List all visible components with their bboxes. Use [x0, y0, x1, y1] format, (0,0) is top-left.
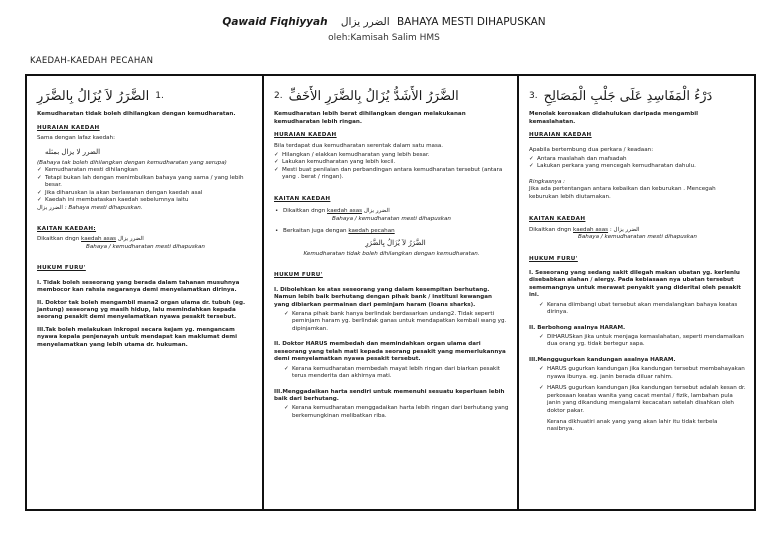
column-3-kaitan-italic: Bahaya / kemudharatan mesti dihapuskan [578, 234, 697, 241]
column-2-bullet2-lead: Berkaitan juga dengan [283, 228, 347, 235]
kaedah-table [25, 74, 756, 511]
column-3-hukum-check: ✓ HARUS gugurkan kandungan jika kandungan tersebut adalah kesan dr. perkosaan keatas wanita yang cacat mental / fizik, lambahan pula janin yang dikandung mengalami kecacatan setelah disahkan oleh doktor pakar. [539, 385, 746, 415]
column-3-intro: Menolak kerosakan didahulukan daripada mengambil kemaslahatan. [529, 111, 699, 125]
column-1-limit-line [37, 205, 254, 212]
column-2-hukum-label: HUKUM FURU' [274, 272, 323, 279]
column-2-bullet2-link: kaedah pecahan [348, 228, 395, 235]
column-1-kaitan-lead: Dikaitkan dngn [37, 236, 80, 243]
column-1-arabic-heading: الضَّرَرُ لاَ يُزَالُ بِالضَّرَرِ [37, 89, 150, 104]
title-prefix: Qawaid Fiqhiyyah [222, 16, 328, 28]
column-3-check-item: ✓ Lakukan perkara yang mencegah kemudharatan dahulu. [529, 163, 746, 170]
column-2-number: 2. [274, 90, 283, 101]
column-3-hukum-item: I. Seseorang yang sedang sakit dilegah makan ubatan yg. kerlenlu disebabkan alahan / alergy. Pada kebiasaan nya ubatan tersebut sememangnya untuk merawat penyakit yang dideritai oleh pesakit ini. [529, 269, 741, 299]
column-3-check-item: ✓ Antara maslahah dan mafsadah [529, 156, 746, 163]
column-3-heading [529, 88, 746, 105]
column-3-kaitan-line: Dikaitkan dngn kaedah asas : الضرر يزال [529, 226, 640, 233]
column-2-hukum-item: II. Doktor HARUS membedah dan memindahkan organ ulama dari seseorang yang telah mati kepada seorang pesakit yang memerlukannya demi menyelamatkan nyawa pesakit tersebut. [274, 341, 506, 363]
column-1-number: 1. [155, 90, 164, 101]
column-1-kaitan-label: KAITAN KAEDAH: [37, 225, 97, 232]
column-3-hukum-note: Kerana dikhuatiri anak yang yang akan lahir itu tidak terbela nasibnya. [547, 418, 718, 433]
column-3-hukum-check: ✓ Kerana diimbangi ubat tersebut akan mendalangkan bahaya keatas dirinya. [539, 302, 746, 317]
column-1-hukum-label: HUKUM FURU' [37, 265, 86, 272]
column-1-check-item: ✓ Jika diharuskan ia akan berlawanan dengan kaedah asal [37, 190, 254, 197]
kaedah-column-1 [27, 76, 264, 509]
column-1-hukum-item: II. Doktor tak boleh mengambil mana2 organ ulama dr. tubuh (eg. jantung) seseorang yg masih hidup, lalu memindahkan kepada seorang pesakit demi menyelamatkan nyawa pesakit tersebut. [37, 299, 246, 321]
column-1-kaitan-line [37, 236, 254, 243]
title-arabic: الضرر يزال [340, 16, 390, 28]
column-2-bullet2-italic: Kemudharatan tidak boleh dihilangkan dengan kemudharatan. [303, 250, 480, 257]
column-3-arabic-heading: دَرْءُ الْمَفَاسِدِ عَلَى جَلْبِ الْمَصَالِحِ [543, 89, 713, 104]
column-1-hukum-item: III.Tak boleh melakukan inkropsi secara kejam yg. mengancam nyawa kepala penjenayah untuk mendapat kan maklumat demi menyelamatkan yang lebih utama dr. hukuman. [37, 326, 237, 348]
column-2-huraian-lead: Bila terdapat dua kemudharatan serentak dalam satu masa. [274, 142, 444, 149]
column-3-huraian-label: HURAIAN KAEDAH [529, 132, 592, 139]
column-1-kaitan-link: kaedah asas [81, 236, 117, 243]
column-1-huraian-label: HURAIAN KAEDAH [37, 124, 100, 131]
column-2-hukum-check: ✓ Kerana kemudharatan menggadaikan harta lebih ringan dari berhutang yang berkemungkinan melibatkan riba. [284, 405, 509, 420]
column-2-check-item: ✓ Lakukan kemudharatan yang lebih kecil. [274, 159, 509, 166]
column-2-bullet1-lead: Dikaitkan dngn [283, 208, 326, 215]
column-1-heading [37, 88, 254, 105]
column-2-arabic-heading: الضَّرَرُ الأَشَدُّ يُزَالُ بِالضَّرَرِ الأَخَفِّ [288, 89, 459, 104]
column-3-hukum-item: II. Berbohong asalnya HARAM. [529, 324, 626, 331]
column-1-intro: Kemudharatan tidak boleh dihilangkan dengan kemudharatan. [37, 111, 236, 118]
column-3-ringkas-label: Ringkasnya : [529, 178, 566, 185]
column-3-hukum-check: ✓ HARUS gugurkan kandungan jika kandungan tersebut membahayakan nyawa ibunya. eg. janin berada diluar rahim. [539, 366, 746, 381]
kaedah-column-3 [519, 76, 754, 509]
column-1-kaitan-italic: Bahaya / kemudharatan mesti dihapuskan [86, 243, 205, 250]
column-1-huraian-italic: (Bahaya tak boleh dihilangkan dengan kemudharatan yang serupa) [37, 159, 227, 166]
column-3-ringkas-text: Jika ada pertentangan antara kebaikan dan keburukan . Mencegah keburukan lebih diutamakan. [529, 186, 716, 200]
column-2-check-item: ✓ Hilangkan / elakkan kemudharatan yang lebih besar. [274, 152, 509, 159]
column-3-number: 3. [529, 90, 538, 101]
column-2-heading [274, 88, 509, 105]
column-2-kaitan-bullet [274, 208, 509, 215]
column-2-hukum-item: III.Menggadaikan harta sendiri untuk memenuhi sesuatu keperluan lebih baik dari berhutang. [274, 388, 505, 402]
kaedah-column-2 [264, 76, 519, 509]
column-1-check-item: ✓ Tetapi bukan lah dengan menimbulkan bahaya yang sama / yang lebih besar. [37, 175, 254, 190]
column-2-check-item: ✓ Mesti buat penilaian dan perbandingan antara kemudharatan tersebut (antara yang . berat / ringan). [274, 167, 509, 182]
column-3-huraian-lead: Apabila bertembung dua perkara / keadaan: [529, 146, 654, 153]
column-1-check-item: ✓ Kemudharatan mesti dihilangkan [37, 167, 254, 174]
column-2-intro: Kemudharatan lebih berat dihilangkan dengan melakukanan kemudharatan lebih ringan. [274, 111, 466, 125]
column-1-limit-text: : Bahaya mesti dihapuskan. [64, 204, 143, 211]
column-3-hukum-label: HUKUM FURU' [529, 255, 578, 262]
column-1-kaitan-arabic: الضرر يزال [117, 236, 144, 243]
column-2-huraian-label: HURAIAN KAEDAH [274, 132, 337, 139]
column-3-hukum-check: ✓ DIHARUSkan jika untuk menjaga kemaslahatan, seperti mendamaikan dua orang yg. tidak bertegur sapa. [539, 334, 746, 349]
column-3-kaitan-lead: Dikaitkan dngn [529, 226, 572, 233]
document-subtitle: oleh:Kamisah Salim HMS [328, 33, 440, 43]
column-1-limit-arabic: الضرر يزال [37, 204, 63, 211]
column-2-bullet2-arabic: الضَّرَرُ لاَ يُزَالُ بِالضَّرَرِ [365, 238, 426, 247]
column-1-check-item: ✓ Kaedah ini membataskan kaedah sebelumnya iaitu [37, 197, 254, 204]
document-title [0, 16, 768, 28]
column-1-hukum-item: I. Tidak boleh seseorang yang berada dalam tahanan musuhnya membocor kan rahsia negaranya demi menyelamatkan dirinya. [37, 279, 240, 294]
column-3-kaitan-arabic: الضرر يزال [613, 226, 640, 233]
column-2-hukum-check: ✓ Kerana kemudharatan membedah mayat lebih ringan dari biarkan pesakit terus menderita dan akhirnya mati. [284, 366, 509, 381]
section-heading: KAEDAH-KAEDAH PECAHAN [30, 56, 154, 66]
column-2-kaitan-bullet [274, 228, 509, 235]
column-2-bullet1-link: kaedah asas [327, 208, 363, 215]
column-2-kaitan-label: KAITAN KAEDAH [274, 195, 331, 202]
column-2-bullet1-italic: Bahaya / kemudharatan mesti dihapuskan [332, 215, 451, 222]
column-1-huraian-arabic: الضرر لا يزال بمثله [45, 147, 101, 156]
column-2-hukum-check: ✓ Kerana pihak bank hanya berlindak berdasarkan undang2. Tidak seperti peminjam haram yg. berlindak ganas untuk mendapatkan kembali wang yg. dipinjamkan. [284, 311, 509, 333]
title-suffix: BAHAYA MESTI DIHAPUSKAN [396, 16, 546, 28]
column-2-bullet1-arabic: الضرر يزال [363, 208, 390, 215]
column-3-kaitan-label: KAITAN KAEDAH [529, 216, 586, 223]
column-3-kaitan-link: kaedah asas [573, 226, 609, 233]
column-3-hukum-item: III.Menggugurkan kandungan asalnya HARAM. [529, 356, 676, 363]
column-2-hukum-item: I. Dibolehkan ke atas seseorang yang dalam kesempitan berhutang. Namun lebih baik berhutang dengan pihak bank / institusi kewangan yang dibiarkan permainan dari peminjam haram (loans sharks). [274, 286, 493, 308]
column-1-huraian-lead: Sama dengan lafaz kaedah: [37, 135, 115, 142]
